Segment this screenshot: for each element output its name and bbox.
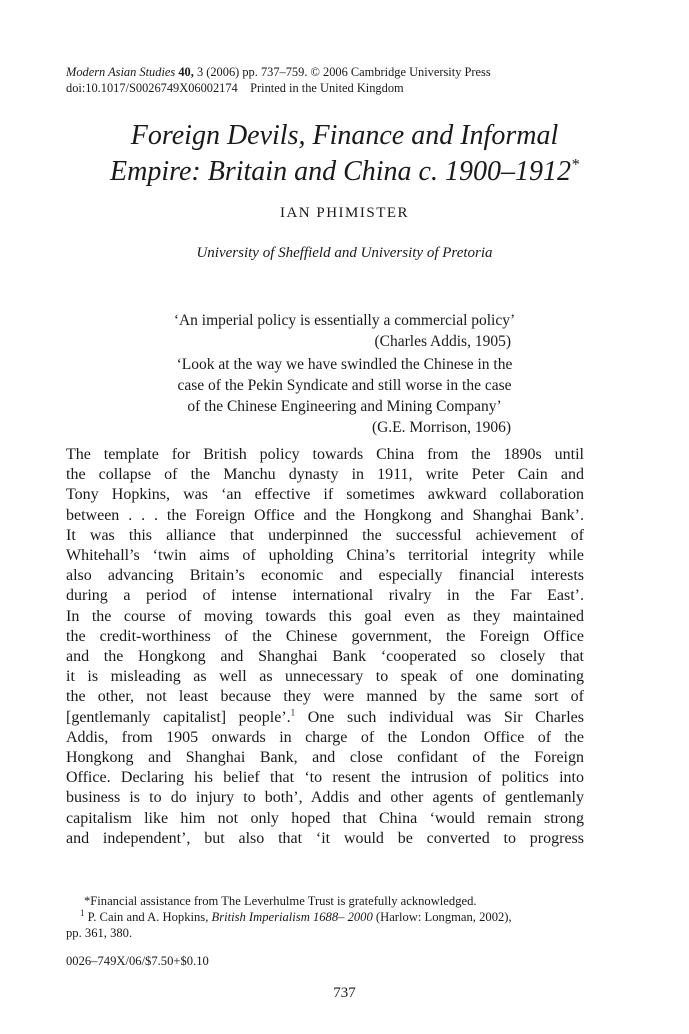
body-line: between . . . the Foreign Office and the Hongkong and Shanghai Bank’. [66, 506, 584, 524]
journal-name: Modern Asian Studies [66, 65, 176, 79]
journal-doi: doi:10.1017/S0026749X06002174 [66, 81, 238, 95]
author-affiliation: University of Sheffield and University of Pretoria [196, 245, 493, 261]
epigraph-1-line-1: ‘An imperial policy is essentially a commercial policy’ [173, 312, 516, 329]
printed-note: Printed in the United Kingdom [250, 81, 404, 95]
title-footnote-marker: * [570, 156, 579, 174]
body-line: Whitehall’s ‘twin aims of upholding China’s territorial integrity while [66, 547, 584, 565]
price-code: 0026–749X/06/$7.50+$0.10 [66, 954, 209, 968]
journal-header [66, 64, 626, 96]
body-line: Office. Declaring his belief that ‘to resent the intrusion of politics into [66, 769, 584, 787]
footnote-star: *Financial assistance from The Leverhulme Trust is gratefully acknowledged. [84, 894, 477, 908]
footnote-1-number: 1 [80, 907, 85, 918]
epigraph-2-source: (G.E. Morrison, 1906) [371, 419, 511, 436]
body-line: the other, not least because they were manned by the same sort of [66, 688, 584, 706]
epigraph-2-line-1: ‘Look at the way we have swindled the Chinese in the [176, 356, 513, 373]
epigraph-2-line-3: of the Chinese Engineering and Mining Company’ [187, 398, 502, 415]
header-line-1 [66, 64, 626, 80]
body-line-with-note [66, 708, 584, 728]
body-line: and the Hongkong and Shanghai Bank ‘cooperated so closely that [66, 648, 584, 666]
body-line: it is misleading as well as unnecessary to speak of one dominating [66, 668, 584, 686]
footnote-1-book: British Imperialism 1688– 2000 [211, 910, 373, 924]
body-line: capitalism like him not only hoped that China ‘would remain strong [66, 809, 584, 827]
body-line: Addis, from 1905 onwards in charge of the London Office of the [66, 728, 584, 746]
body-line: In the course of moving towards this goal even as they maintained [66, 607, 584, 625]
journal-copyright: © 2006 Cambridge University Press [310, 65, 491, 79]
article-title-line-2-text: Empire: Britain and China c. 1900–1912 [110, 156, 571, 187]
footnote-1-rest: (Harlow: Longman, 2002), [372, 910, 512, 924]
epigraph-2-line-2: case of the Pekin Syndicate and still worse in the case [177, 377, 512, 394]
body-line: during a period of intense international rivalry in the Far East’. [66, 587, 584, 605]
footnote-1 [80, 909, 512, 925]
body-line: and independent’, but also that ‘it would be converted to progress [66, 829, 584, 847]
journal-issue: 3 (2006) pp. 737–759. [196, 65, 308, 79]
header-line-2 [66, 80, 626, 96]
footnote-1-continued: pp. 361, 380. [66, 926, 133, 940]
author-name: IAN PHIMISTER [279, 205, 410, 221]
footnote-1-authors: P. Cain and A. Hopkins, [84, 910, 212, 924]
body-line: the credit-worthiness of the Chinese government, the Foreign Office [66, 627, 584, 645]
body-line: the collapse of the Manchu dynasty in 1911, write Peter Cain and [66, 466, 584, 484]
footnote-ref-1: 1 [290, 707, 296, 718]
page-number: 737 [333, 985, 356, 1001]
body-line: also advancing Britain’s economic and especially financial interests [66, 567, 584, 585]
body-line: Hongkong and Shanghai Bank, and close confidant of the Foreign [66, 749, 584, 767]
body-line-end: One such individual was Sir Charles [295, 708, 584, 726]
body-line: The template for British policy towards China from the 1890s until [66, 446, 584, 463]
body-line: It was this alliance that underpinned the successful achievement of [66, 526, 584, 544]
body-line: Tony Hopkins, was ‘an effective if sometimes awkward collaboration [66, 486, 584, 504]
epigraph-1-source: (Charles Addis, 1905) [374, 333, 511, 350]
article-title-line-2 [0, 154, 689, 190]
body-line: business is to do injury to both’, Addis and other agents of gentlemanly [66, 789, 584, 807]
journal-volume: 40, [178, 65, 194, 79]
body-line-start: [gentlemanly capitalist] people’. [66, 708, 291, 726]
article-title-line-1: Foreign Devils, Finance and Informal [130, 120, 559, 151]
body-paragraph [66, 445, 584, 849]
